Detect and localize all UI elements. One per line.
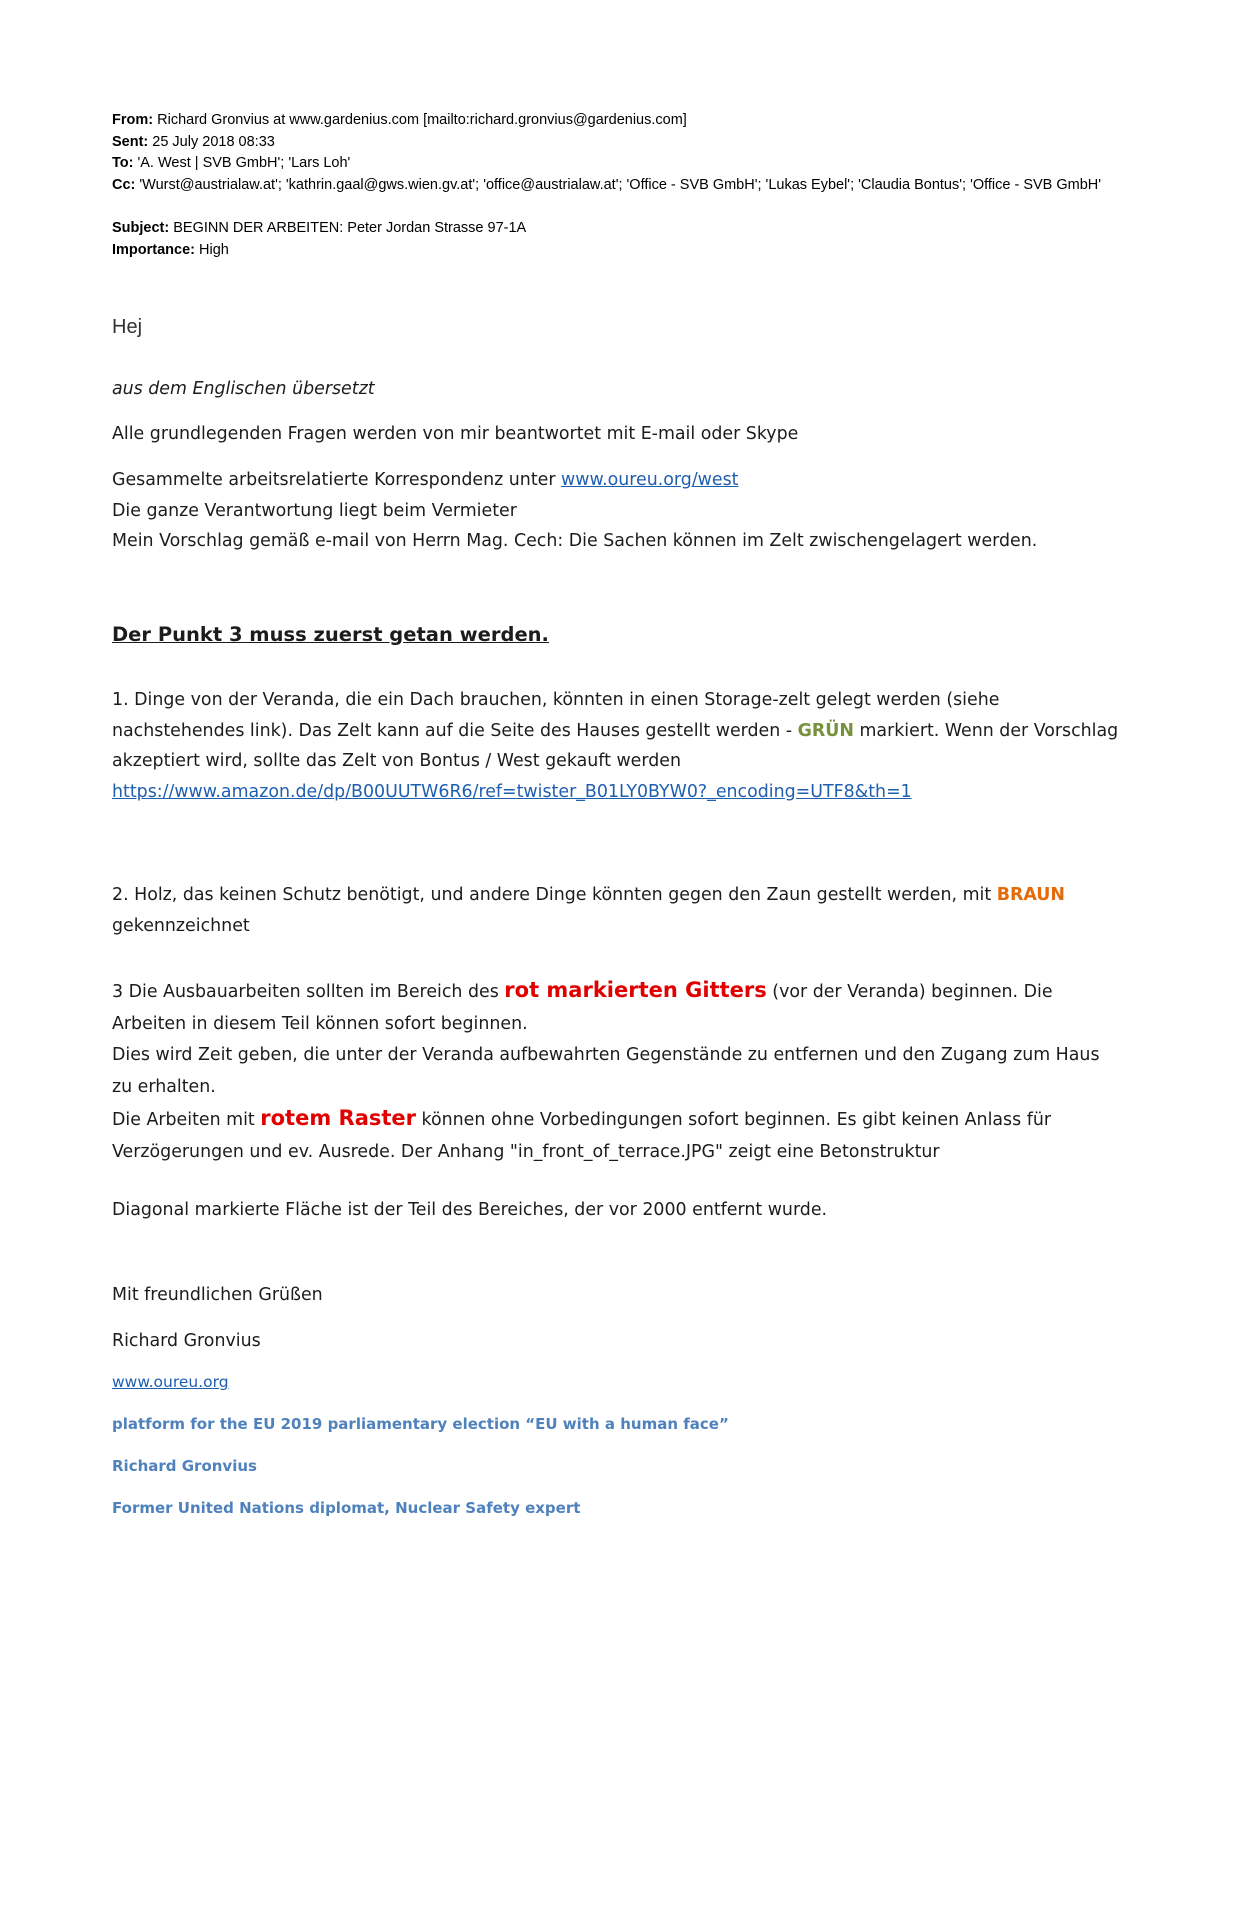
p3-red-grid: rot markierten Gitters	[504, 978, 767, 1002]
p3-text-d: Die Arbeiten mit	[112, 1110, 261, 1130]
subject-value: BEGINN DER ARBEITEN: Peter Jordan Strasse 97-1A	[169, 220, 527, 236]
correspondence-block	[112, 465, 1122, 557]
header-cc	[112, 175, 1122, 197]
correspondence-link[interactable]: www.oureu.org/west	[561, 470, 739, 490]
signature-title: Former United Nations diplomat, Nuclear Safety expert	[112, 1499, 581, 1517]
to-value: 'A. West | SVB GmbH'; 'Lars Loh'	[133, 155, 351, 171]
p2-brown-marker: BRAUN	[996, 885, 1065, 905]
importance-value: High	[195, 242, 229, 258]
paragraph-2	[112, 880, 1122, 941]
cc-label: Cc:	[112, 177, 136, 193]
greeting: Hej	[112, 316, 143, 338]
paragraph-4: Diagonal markierte Fläche ist der Teil des Bereiches, der vor 2000 entfernt wurde.	[112, 1200, 828, 1220]
closing: Mit freundlichen Grüßen	[112, 1285, 323, 1305]
line-proposal: Mein Vorschlag gemäß e-mail von Herrn Mag. Cech: Die Sachen können im Zelt zwischengelagert werden.	[112, 531, 1038, 551]
p3-line-d	[112, 1103, 1122, 1168]
line-correspondence	[112, 465, 1122, 496]
header-sent	[112, 132, 1122, 154]
importance-label: Importance:	[112, 242, 195, 258]
from-label: From:	[112, 112, 154, 128]
signature-name: Richard Gronvius	[112, 1457, 257, 1475]
p2-text-a: 2. Holz, das keinen Schutz benötigt, und andere Dinge könnten gegen den Zaun gestellt werden, mit	[112, 885, 997, 905]
line-responsibility: Die ganze Verantwortung liegt beim Vermieter	[112, 500, 517, 521]
p3-text-e: können ohne Vorbedingungen sofort beginnen. Es gibt keinen Anlass für Verzögerungen und ev. Ausrede. Der Anhang "in_front_of_terrace.JPG" zeigt eine Betonstruktur	[112, 1110, 1052, 1162]
header-subject	[112, 218, 1122, 240]
p2-text-b: gekennzeichnet	[112, 915, 250, 936]
signature-platform: platform for the EU 2019 parliamentary election “EU with a human face”	[112, 1415, 729, 1433]
sent-label: Sent:	[112, 134, 149, 150]
p3-text-a: 3 Die Ausbauarbeiten sollten im Bereich des	[112, 982, 505, 1002]
translated-note: aus dem Englischen übersetzt	[112, 379, 375, 399]
p1-text-a: 1. Dinge von der Veranda, die ein Dach brauchen, könnten in einen Storage-zelt gelegt werden (siehe nachstehendes link). Das Zelt kann auf die Seite des Hauses gestellt werden -	[112, 690, 1000, 741]
amazon-link[interactable]: https://www.amazon.de/dp/B00UUTW6R6/ref=twister_B01LY0BYW0?_encoding=UTF8&th=1	[112, 781, 912, 802]
p3-red-raster: rotem Raster	[260, 1106, 417, 1130]
correspondence-prefix: Gesammelte arbeitsrelatierte Korrespondenz unter	[112, 470, 562, 490]
signature-link[interactable]: www.oureu.org	[112, 1373, 229, 1391]
line-questions: Alle grundlegenden Fragen werden von mir beantwortet mit E-mail oder Skype	[112, 424, 799, 444]
from-value: Richard Gronvius at www.gardenius.com [mailto:richard.gronvius@gardenius.com]	[153, 112, 687, 128]
sent-value: 25 July 2018 08:33	[148, 134, 275, 150]
paragraph-3	[112, 975, 1122, 1168]
header-to	[112, 153, 1122, 175]
p1-text-b: markiert. Wenn der Vorschlag akzeptiert wird, sollte das Zelt von Bontus / West gekauft werden	[112, 720, 1119, 771]
section-heading: Der Punkt 3 muss zuerst getan werden.	[112, 623, 549, 646]
p1-green-marker: GRÜN	[797, 720, 854, 741]
header-importance	[112, 240, 1122, 262]
p3-text-b: (vor der Veranda) beginnen. Die Arbeiten in diesem Teil können sofort beginnen.	[112, 982, 1053, 1034]
p3-line-a	[112, 975, 1122, 1040]
p3-text-c: Dies wird Zeit geben, die unter der Veranda aufbewahrten Gegenstände zu entfernen und den Zugang zum Haus zu erhalten.	[112, 1045, 1100, 1097]
sender-name: Richard Gronvius	[112, 1331, 261, 1351]
cc-value: 'Wurst@austrialaw.at'; 'kathrin.gaal@gws.wien.gv.at'; 'office@austrialaw.at'; 'Office - SVB GmbH'; 'Lukas Eybel'; 'Claudia Bontus'; 'Office - SVB GmbH'	[135, 177, 1102, 193]
paragraph-1	[112, 685, 1122, 807]
header-from	[112, 110, 1122, 132]
subject-label: Subject:	[112, 220, 170, 236]
to-label: To:	[112, 155, 134, 171]
